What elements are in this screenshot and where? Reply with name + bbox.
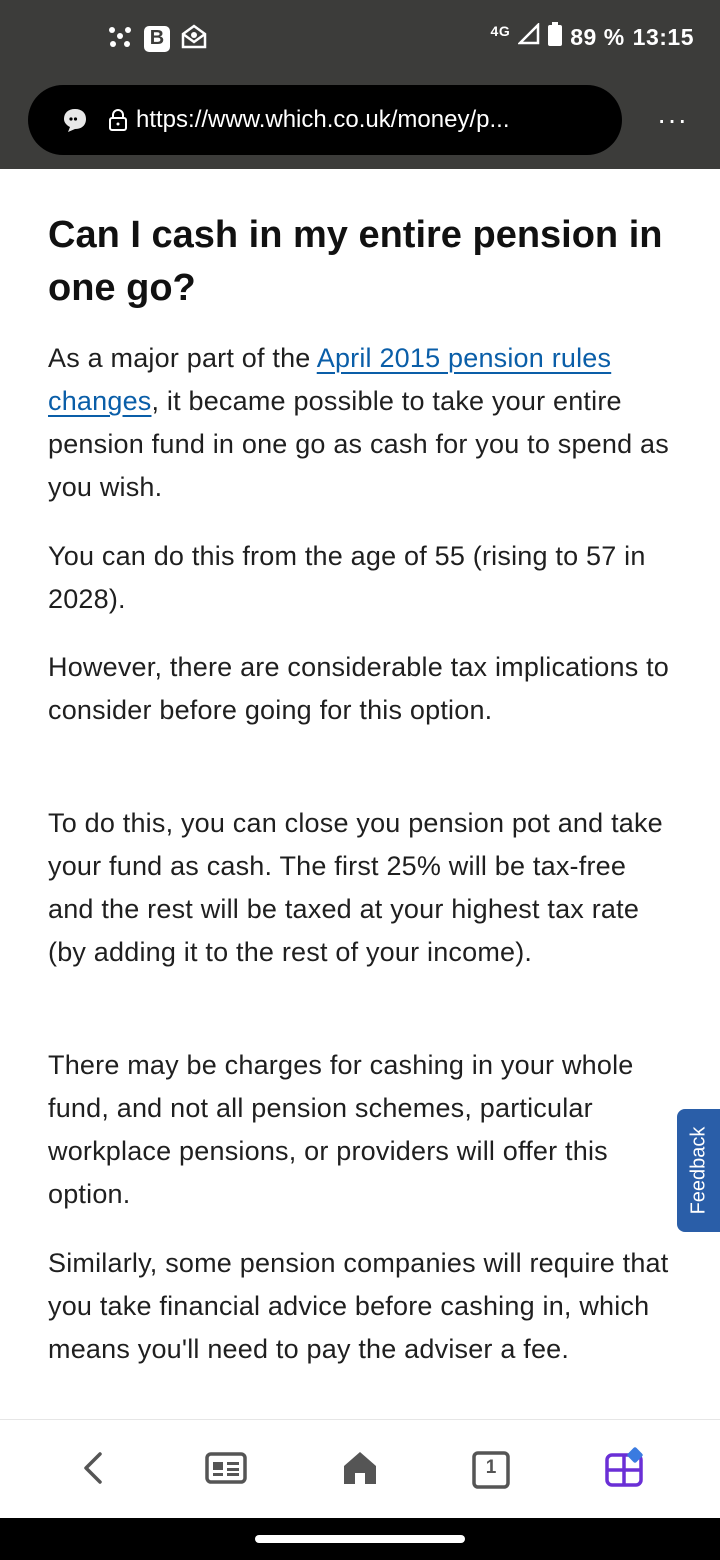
paragraph-close-pot: To do this, you can close you pension pot and take your fund as cash. The first 25% will be tax-free and the rest will be taxed at your highest tax rate (by adding it to the rest of your income). bbox=[48, 808, 663, 967]
browser-top-area bbox=[0, 0, 720, 169]
status-icons-right bbox=[491, 22, 694, 52]
url-bar[interactable] bbox=[28, 85, 622, 155]
apps-grid-icon bbox=[603, 1447, 645, 1494]
tab-switcher-button[interactable] bbox=[467, 1446, 515, 1494]
status-icons-left bbox=[106, 22, 208, 55]
clock: 13:15 bbox=[632, 23, 694, 50]
news-feed-button[interactable] bbox=[202, 1446, 250, 1494]
home-icon bbox=[340, 1448, 380, 1493]
home-gesture-handle[interactable] bbox=[255, 1535, 465, 1543]
news-feed-icon bbox=[204, 1451, 248, 1490]
article-heading: Can I cash in my entire pension in one go? bbox=[48, 214, 663, 309]
apps-button[interactable] bbox=[600, 1446, 648, 1494]
tab-switcher-icon bbox=[471, 1450, 511, 1490]
more-options-button[interactable]: ··· bbox=[657, 104, 688, 135]
b-app-icon: B bbox=[144, 26, 170, 52]
system-navigation-bar bbox=[0, 1518, 720, 1560]
status-bar bbox=[0, 0, 720, 72]
feedback-label: Feedback bbox=[687, 1126, 709, 1215]
network-type: 4G bbox=[490, 23, 511, 39]
paragraph-pension-rules bbox=[48, 337, 672, 509]
signal-icon bbox=[518, 23, 540, 51]
pension-rules-link[interactable]: April 2015 pension rules changes bbox=[48, 343, 612, 416]
paragraph-text: , it became possible to take your entire pension fund in one go as cash for you to spend as you wish. bbox=[48, 386, 669, 502]
url-text[interactable]: https://www.which.co.uk/money/p... bbox=[136, 106, 510, 133]
paragraph-tax-implications: However, there are considerable tax implications to consider before going for this option. bbox=[48, 652, 670, 725]
battery-icon bbox=[548, 22, 562, 52]
bottom-toolbar bbox=[0, 1419, 720, 1518]
back-icon bbox=[80, 1450, 108, 1491]
home-button[interactable] bbox=[336, 1446, 384, 1494]
paragraph-financial-advice: Similarly, some pension companies will require that you take financial advice before cashing in, which means you'll need to pay the adviser a fee. bbox=[48, 1248, 669, 1364]
paragraph-text: As a major part of the bbox=[48, 343, 317, 373]
back-button[interactable] bbox=[70, 1446, 118, 1494]
pinwheel-icon bbox=[106, 22, 134, 55]
article-content bbox=[0, 169, 720, 1419]
mail-icon bbox=[180, 22, 208, 55]
battery-level: 89 % bbox=[570, 23, 625, 50]
lock-icon bbox=[108, 109, 128, 131]
chat-bubble-icon[interactable] bbox=[62, 107, 88, 133]
feedback-button[interactable] bbox=[677, 1109, 720, 1232]
paragraph-age: You can do this from the age of 55 (rising to 57 in 2028). bbox=[48, 541, 646, 614]
tab-count: 1 bbox=[485, 1457, 497, 1478]
paragraph-charges: There may be charges for cashing in your whole fund, and not all pension schemes, particular workplace pensions, or providers will offer this option. bbox=[48, 1050, 634, 1209]
